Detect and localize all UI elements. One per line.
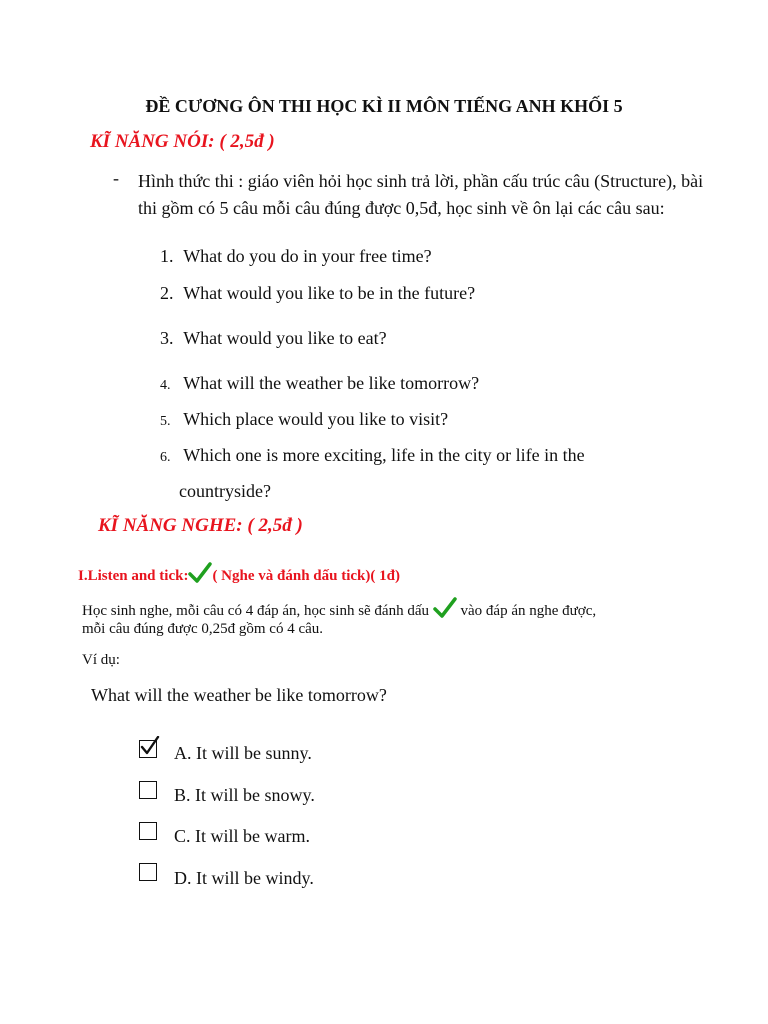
question-6 xyxy=(160,445,585,466)
question-number: 2. xyxy=(160,283,174,303)
option-a-label: A. It will be sunny. xyxy=(174,743,312,763)
question-1 xyxy=(160,246,432,267)
example-label: Ví dụ: xyxy=(82,652,120,668)
question-text: What will the weather be like tomorrow? xyxy=(183,373,480,393)
question-text: What would you like to eat? xyxy=(183,328,387,348)
check-mark-icon xyxy=(188,562,212,584)
option-b-checkbox[interactable] xyxy=(139,781,157,799)
listen-section-heading xyxy=(78,562,400,585)
question-2 xyxy=(160,283,475,304)
option-b-label: B. It will be snowy. xyxy=(174,785,315,805)
question-text: Which place would you like to visit? xyxy=(183,409,449,429)
listening-instruction-line1 xyxy=(82,597,596,620)
instruction-text: Học sinh nghe, mỗi câu có 4 đáp án, học sinh sẽ đánh dấu xyxy=(82,603,429,619)
listen-section-label: I.Listen and tick: xyxy=(78,568,189,584)
question-6-continuation: countryside? xyxy=(179,481,271,501)
question-number: 5. xyxy=(160,414,171,429)
page-title: ĐỀ CƯƠNG ÔN THI HỌC KÌ II MÔN TIẾNG ANH KHỐI 5 xyxy=(145,96,623,116)
question-text: Which one is more exciting, life in the city or life in the xyxy=(183,445,585,465)
option-c-label: C. It will be warm. xyxy=(174,826,310,846)
question-4 xyxy=(160,373,479,394)
listening-instruction-line2: mỗi câu đúng được 0,25đ gồm có 4 câu. xyxy=(82,621,324,637)
option-d-label: D. It will be windy. xyxy=(174,868,314,888)
option-c-checkbox[interactable] xyxy=(139,822,157,840)
checkbox-checked-icon xyxy=(139,736,161,758)
question-number: 6. xyxy=(160,450,171,465)
question-text: What do you do in your free time? xyxy=(183,246,432,266)
bullet-dash: - xyxy=(113,168,119,188)
instruction-text: vào đáp án nghe được, xyxy=(460,603,597,619)
option-d-checkbox[interactable] xyxy=(139,863,157,881)
question-5 xyxy=(160,409,448,430)
option-a-checkbox[interactable] xyxy=(139,740,157,758)
speaking-heading: KĨ NĂNG NÓI: ( 2,5đ ) xyxy=(90,131,275,152)
question-text: What would you like to be in the future? xyxy=(183,283,476,303)
question-number: 3. xyxy=(160,328,174,348)
example-question: What will the weather be like tomorrow? xyxy=(91,685,387,705)
listen-section-note: ( Nghe và đánh dấu tick)( 1đ) xyxy=(212,568,400,584)
question-3 xyxy=(160,328,387,349)
check-mark-icon xyxy=(433,597,457,619)
speaking-instruction: Hình thức thi : giáo viên hỏi học sinh trả lời, phần cấu trúc câu (Structure), bài thi gồm có 5 câu mỗi câu đúng được 0,5đ, học sinh về ôn lại các câu sau: xyxy=(138,171,704,218)
listening-heading: KĨ NĂNG NGHE: ( 2,5đ ) xyxy=(98,515,303,536)
question-number: 4. xyxy=(160,378,171,393)
question-number: 1. xyxy=(160,246,174,266)
